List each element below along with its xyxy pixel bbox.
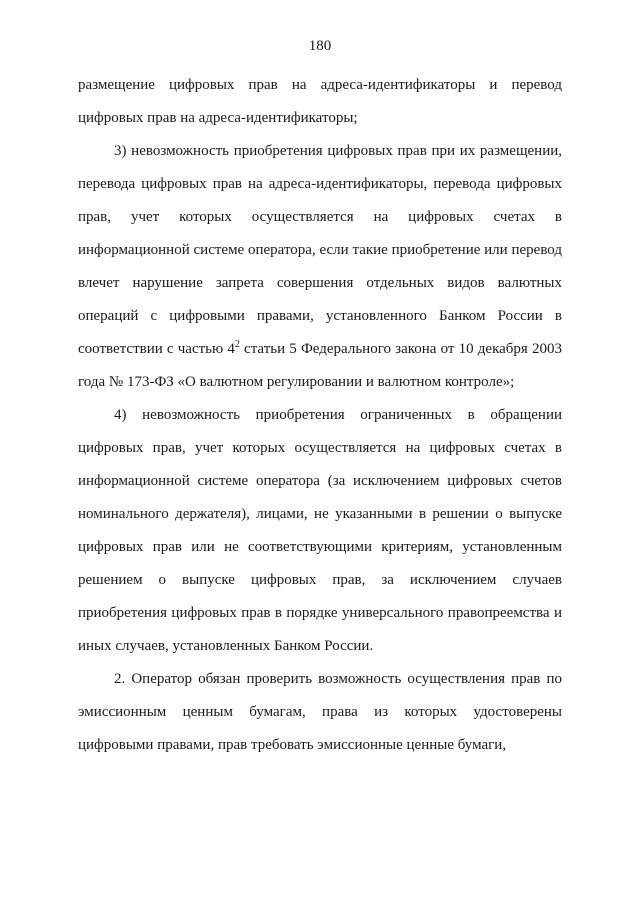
paragraph-continuation: размещение цифровых прав на адреса-идентификаторы и перевод цифровых прав на адреса-идентификаторы; [78, 77, 562, 126]
paragraph-section-2: 2. Оператор обязан проверить возможность осуществления прав по эмиссионным ценным бумагам, права из которых удостоверены цифровыми правами, прав требовать эмиссионные ценные бумаги, [78, 671, 562, 753]
superscript: 2 [234, 339, 240, 350]
paragraph-item-3 [78, 135, 562, 399]
paragraph-item-4: 4) невозможность приобретения ограниченных в обращении цифровых прав, учет которых осуществляется на цифровых счетах в информационной системе оператора (за исключением цифровых счетов номинального держателя), лицами, не указанными в решении о выпуске цифровых прав или не соответствующими критериям, установленным решением о выпуске цифровых прав, за исключением случаев приобретения цифровых прав в порядке универсального правопреемства и иных случаев, установленных Банком России. [78, 407, 562, 654]
paragraph-item-3-text: 3) невозможность приобретения цифровых прав при их размещении, перевода цифровых прав на адреса-идентификаторы, перевода цифровых прав, учет которых осуществляется на цифровых счетах в информационной системе оператора, если такие приобретение или перевод влечет нарушение запрета совершения отдельных видов валютных операций с цифровыми правами, установленного Банком России в соответствии с частью 4 [78, 143, 562, 357]
document-body [78, 69, 562, 762]
page-number: 180 [308, 38, 332, 54]
paragraph-item-3-text-end: статьи 5 Федерального закона от 10 декабря 2003 года № 173-ФЗ «О валютном регулировании и валютном контроле»; [78, 341, 562, 390]
